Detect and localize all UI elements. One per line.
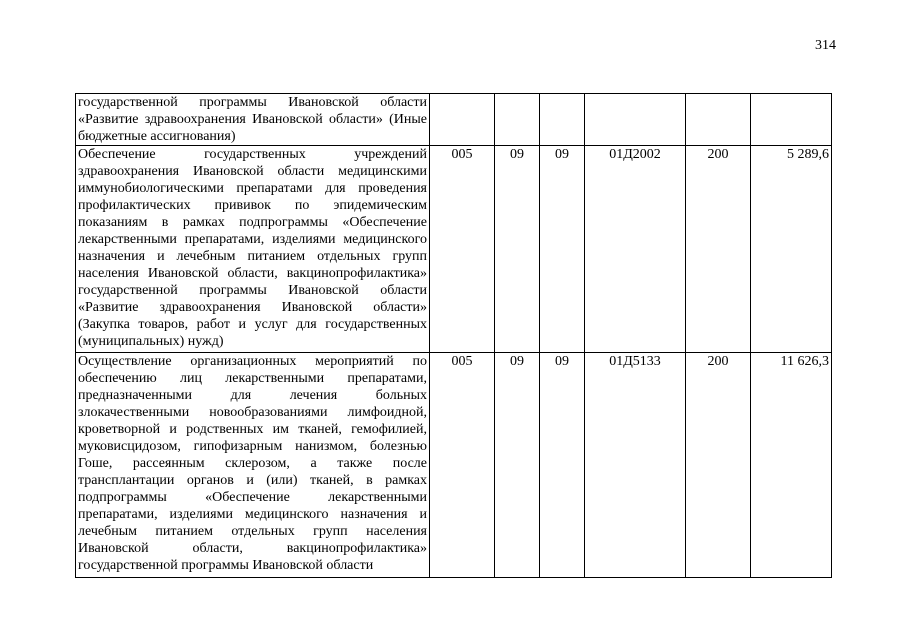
target-article-code: 01Д5133 bbox=[585, 353, 686, 578]
section-code bbox=[495, 94, 540, 146]
ministry-code: 005 bbox=[430, 146, 495, 353]
row-description: Осуществление организационных мероприятий по обеспечению лиц лекарственными препаратами, предназначенными для лечения больных злокачественными новообразованиями лимфоидной, кроветворной и родственных им тканей, гемофилией, муковисцидозом, гипофизарным нанизмом, болезнью Гоше, рассеянным склерозом, а также после трансплантации органов и (или) тканей, в рамках подпрограммы «Обеспечение лекарственными препаратами, изделиями медицинского назначения и лечебным питанием отдельных групп населения Ивановской области, вакцинопрофилактика» государственной программы Ивановской области bbox=[76, 353, 430, 578]
row-description: Обеспечение государственных учреждений здравоохранения Ивановской области медицинскими иммунобиологическими препаратами для проведения профилактических прививок по эпидемическим показаниям в рамках подпрограммы «Обеспечение лекарственными препаратами, изделиями медицинского назначения и лечебным питанием отдельных групп населения Ивановской области, вакцинопрофилактика» государственной программы Ивановской области «Развитие здравоохранения Ивановской области» (Закупка товаров, работ и услуг для государственных (муниципальных) нужд) bbox=[76, 146, 430, 353]
target-article-code: 01Д2002 bbox=[585, 146, 686, 353]
table-row bbox=[76, 94, 832, 146]
ministry-code: 005 bbox=[430, 353, 495, 578]
subsection-code: 09 bbox=[540, 146, 585, 353]
page-number: 314 bbox=[815, 38, 836, 53]
amount: 5 289,6 bbox=[751, 146, 832, 353]
section-code: 09 bbox=[495, 353, 540, 578]
target-article-code bbox=[585, 94, 686, 146]
amount bbox=[751, 94, 832, 146]
ministry-code bbox=[430, 94, 495, 146]
row-description: государственной программы Ивановской области «Развитие здравоохранения Ивановской области» (Иные бюджетные ассигнования) bbox=[76, 94, 430, 146]
subsection-code bbox=[540, 94, 585, 146]
subsection-code: 09 bbox=[540, 353, 585, 578]
table-row bbox=[76, 146, 832, 353]
expense-type-code bbox=[686, 94, 751, 146]
table-row bbox=[76, 353, 832, 578]
expense-type-code: 200 bbox=[686, 353, 751, 578]
amount: 11 626,3 bbox=[751, 353, 832, 578]
budget-table bbox=[75, 93, 832, 578]
expense-type-code: 200 bbox=[686, 146, 751, 353]
section-code: 09 bbox=[495, 146, 540, 353]
